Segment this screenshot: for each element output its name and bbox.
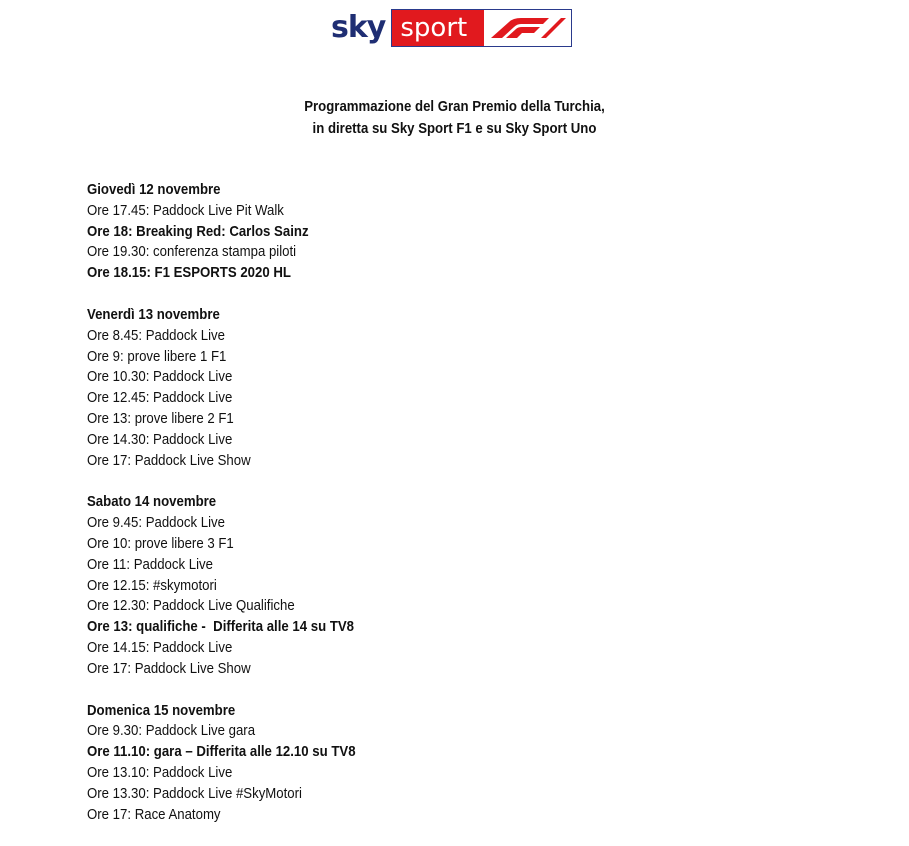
schedule-item: Ore 12.45: Paddock Live <box>87 389 233 407</box>
logo-sky-text: sky <box>331 10 386 45</box>
schedule-item: Ore 18.15: F1 ESPORTS 2020 HL <box>87 264 291 282</box>
schedule-item: Ore 9.30: Paddock Live gara <box>87 722 256 740</box>
schedule-item: Ore 19.30: conferenza stampa piloti <box>87 243 297 261</box>
day-heading: Giovedì 12 novembre <box>87 181 221 198</box>
schedule-item: Ore 17: Paddock Live Show <box>87 451 251 469</box>
schedule-item: Ore 12.30: Paddock Live Qualifiche <box>87 597 295 615</box>
day-heading: Domenica 15 novembre <box>87 701 236 719</box>
f1-logo-icon <box>484 10 571 46</box>
schedule <box>87 180 787 846</box>
schedule-item: Ore 17: Race Anatomy <box>87 805 221 823</box>
day-heading: Sabato 14 novembre <box>87 493 217 511</box>
schedule-item: Ore 13.10: Paddock Live <box>87 763 233 781</box>
schedule-item: Ore 10: prove libere 3 F1 <box>87 534 234 552</box>
schedule-item: Ore 9.45: Paddock Live <box>87 514 225 532</box>
day-block <box>87 305 787 471</box>
schedule-item: Ore 11: Paddock Live <box>87 555 213 573</box>
schedule-item: Ore 13: qualifiche - Differita alle 14 su TV8 <box>87 618 355 636</box>
schedule-item: Ore 14.30: Paddock Live <box>87 430 233 448</box>
schedule-item: Ore 8.45: Paddock Live <box>87 326 225 344</box>
day-block <box>87 492 787 679</box>
schedule-item: Ore 14.15: Paddock Live <box>87 638 233 656</box>
schedule-item: Ore 12.15: #skymotori <box>87 576 217 594</box>
schedule-item: Ore 18: Breaking Red: Carlos Sainz <box>87 222 309 240</box>
sky-sport-f1-logo <box>331 8 572 48</box>
page-title <box>55 96 855 140</box>
day-block <box>87 180 787 284</box>
day-heading: Venerdì 13 novembre <box>87 305 220 323</box>
title-line-2: in diretta su Sky Sport F1 e su Sky Sport Uno <box>312 120 597 137</box>
schedule-item: Ore 17.45: Paddock Live Pit Walk <box>87 201 284 219</box>
title-line-1: Programmazione del Gran Premio della Turchia, <box>304 98 605 115</box>
schedule-item: Ore 13: prove libere 2 F1 <box>87 409 234 427</box>
schedule-item: Ore 11.10: gara – Differita alle 12.10 su TV8 <box>87 743 356 761</box>
logo-sport-box <box>391 9 572 47</box>
schedule-item: Ore 9: prove libere 1 F1 <box>87 347 227 365</box>
schedule-item: Ore 10.30: Paddock Live <box>87 368 233 386</box>
day-block <box>87 701 787 826</box>
schedule-item: Ore 13.30: Paddock Live #SkyMotori <box>87 784 302 802</box>
schedule-item: Ore 17: Paddock Live Show <box>87 659 251 677</box>
logo-sport-text: sport <box>392 10 484 46</box>
